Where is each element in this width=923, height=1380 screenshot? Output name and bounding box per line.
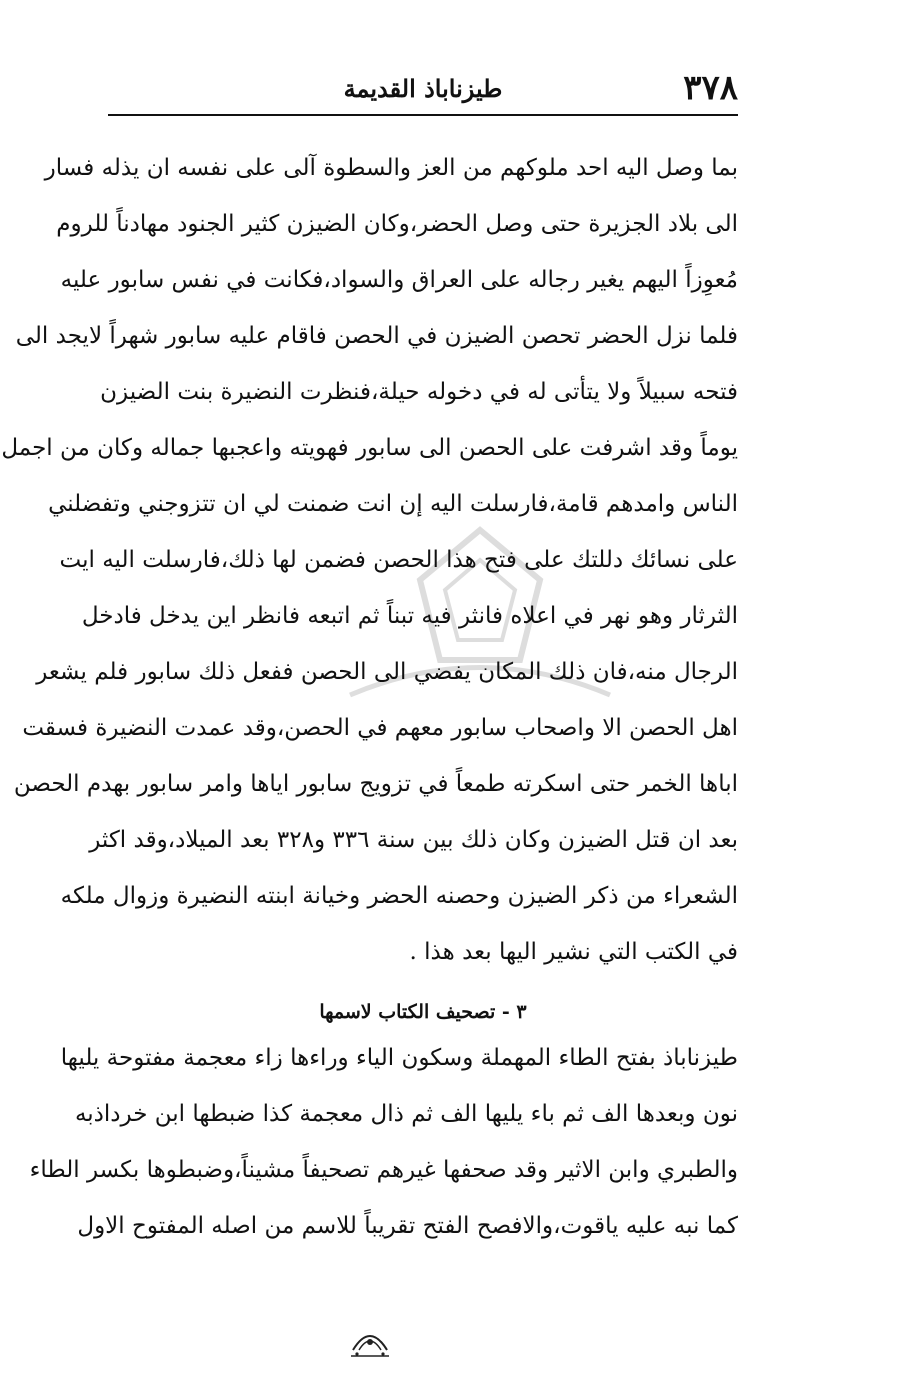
running-title: طيزناباذ القديمة	[343, 74, 503, 103]
text-line: فتحه سبيلاً ولا يتأتى له في دخوله حيلة،فنظرت النضيرة بنت الضيزن	[100, 379, 738, 405]
page-header	[108, 62, 738, 112]
text-line: نون وبعدها الف ثم باء يليها الف ثم ذال معجمة كذا ضبطها ابن خرداذبه	[74, 1101, 738, 1127]
text-line: يوماً وقد اشرفت على الحصن الى سابور فهويته واعجبها جماله وكان من اجمل	[1, 435, 738, 461]
text-line: على نسائك دللتك على فتح هذا الحصن فضمن لها ذلك،فارسلت اليه ايت	[59, 547, 738, 573]
header-rule	[108, 114, 738, 116]
text-line: اهل الحصن الا واصحاب سابور معهم في الحصن،وقد عمدت النضيرة فسقت	[22, 715, 738, 741]
text-line: مُعوِزاً اليهم يغير رجاله على العراق والسواد،فكانت في نفس سابور عليه	[60, 267, 738, 293]
paragraph-1	[1, 140, 738, 980]
text-line: الرجال منه،فان ذلك المكان يفضي الى الحصن ففعل ذلك سابور فلم يشعر	[36, 659, 738, 685]
text-line: بعد ان قتل الضيزن وكان ذلك بين سنة ٣٣٦ و٣٢٨ بعد الميلاد،وقد اكثر	[89, 827, 738, 853]
text-line: الشعراء من ذكر الضيزن وحصنه الحضر وخيانة ابنته النضيرة وزوال ملكه	[60, 883, 738, 909]
text-line: بما وصل اليه احد ملوكهم من العز والسطوة آلى على نفسه ان يذله فسار	[44, 155, 738, 181]
footer-ornament-icon	[345, 1320, 395, 1360]
text-line: في الكتب التي نشير اليها بعد هذا .	[409, 939, 738, 965]
section-heading: ٣ - تصحيف الكتاب لاسمها	[319, 1001, 527, 1023]
text-line: الثرثار وهو نهر في اعلاه فانثر فيه تبناً ثم اتبعه فانظر اين يدخل فادخل	[81, 603, 738, 629]
text-line: الناس وامدهم قامة،فارسلت اليه إن انت ضمنت لي ان تتزوجني وتفضلني	[48, 491, 738, 517]
text-line: فلما نزل الحضر تحصن الضيزن في الحصن فاقام عليه سابور شهراً لايجد الى	[15, 323, 738, 349]
text-line: والطبري وابن الاثير وقد صحفها غيرهم تصحيفاً مشيناً،وضبطوها بكسر الطاء	[29, 1157, 738, 1183]
paragraph-2	[29, 1030, 738, 1254]
text-line: كما نبه عليه ياقوت،والافصح الفتح تقريباً للاسم من اصله المفتوح الاول	[77, 1213, 738, 1239]
text-line: اباها الخمر حتى اسكرته طمعاً في تزويج سابور اياها وامر سابور بهدم الحصن	[13, 771, 738, 797]
page-number: ٣٧٨	[683, 68, 738, 108]
text-line: الى بلاد الجزيرة حتى وصل الحضر،وكان الضيزن كثير الجنود مهادناً للروم	[56, 211, 738, 237]
text-line: طيزناباذ بفتح الطاء المهملة وسكون الياء وراءها زاء معجمة مفتوحة يليها	[60, 1045, 738, 1071]
